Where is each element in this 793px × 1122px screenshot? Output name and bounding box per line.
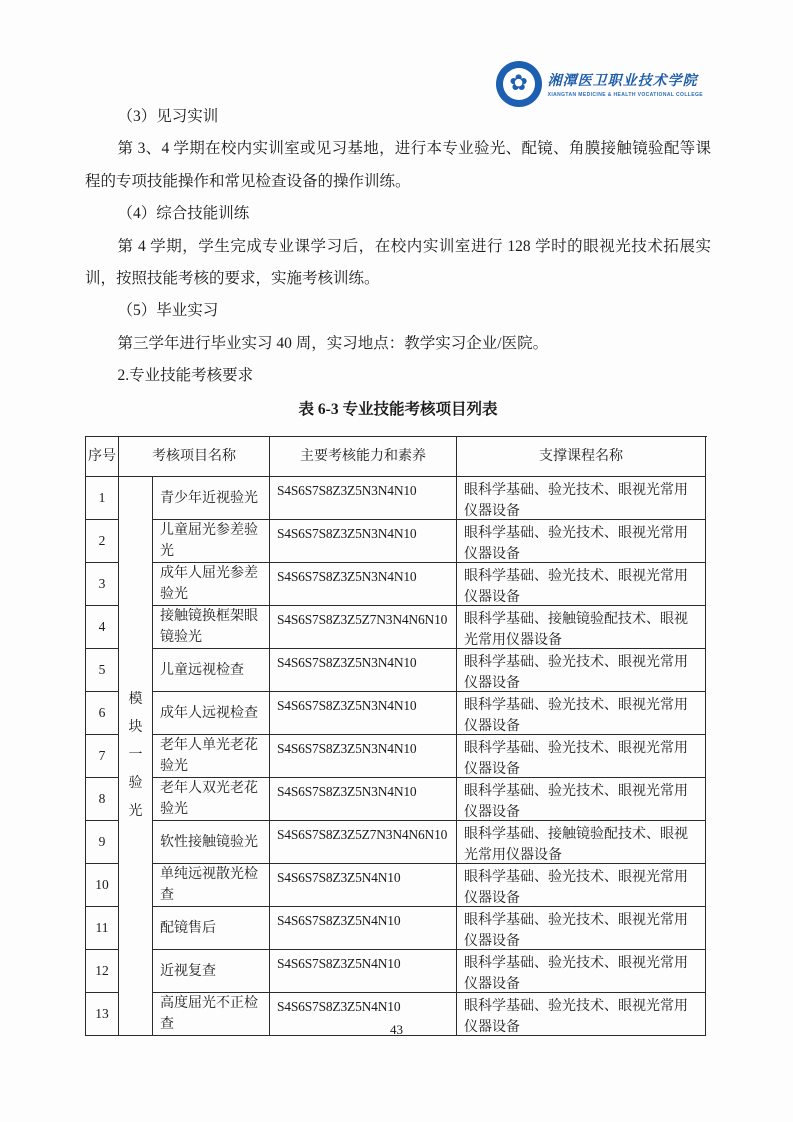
project-name-cell: 接触镜换框架眼镜验光 [153,606,270,649]
row-number-cell: 9 [86,821,119,864]
courses-cell: 眼科学基础、验光技术、眼视光常用仪器设备 [457,735,706,778]
column-header-ability: 主要考核能力和素养 [270,437,457,477]
row-number-cell: 8 [86,778,119,821]
body-paragraph: （5）毕业实习 [117,302,219,320]
body-paragraph: 第 3、4 学期在校内实训室或见习基地，进行本专业验光、配镜、角膜接触镜验配等课程的专项技能操作和常见检查设备的操作训练。 [85,140,711,190]
ability-code-cell: S4S6S7S8Z3Z5N3N4N10 [270,520,457,563]
module-label: 模块一验光 [128,692,143,820]
ability-code-cell: S4S6S7S8Z3Z5N3N4N10 [270,778,457,821]
row-number-cell: 6 [86,692,119,735]
row-number-cell: 5 [86,649,119,692]
project-name-cell: 成年人屈光参差验光 [153,563,270,606]
project-name-cell: 配镜售后 [153,907,270,950]
skill-assessment-table [85,436,707,1036]
body-paragraph: 第 4 学期，学生完成专业课学习后，在校内实训室进行 128 学时的眼视光技术拓展实训，按照技能考核的要求，实施考核训练。 [85,237,711,288]
row-number-cell: 7 [86,735,119,778]
project-name-cell: 成年人远视检查 [153,692,270,735]
project-name-cell: 老年人双光老花验光 [153,778,270,821]
table-caption: 表 6-3 专业技能考核项目列表 [298,400,498,418]
body-paragraph: （4）综合技能训练 [117,205,250,223]
document-body [85,101,711,1036]
row-number-cell: 2 [86,520,119,563]
ability-code-cell: S4S6S7S8Z3Z5N3N4N10 [270,649,457,692]
row-number-cell: 11 [86,907,119,950]
courses-cell: 眼科学基础、验光技术、眼视光常用仪器设备 [457,778,706,821]
row-number-cell: 10 [86,864,119,907]
body-paragraph: 2.专业技能考核要求 [117,367,254,385]
body-paragraph: （3）见习实训 [117,108,219,125]
college-name-block [548,70,703,98]
paragraph-list [85,101,711,393]
courses-cell: 眼科学基础、验光技术、眼视光常用仪器设备 [457,950,706,993]
ability-code-cell: S4S6S7S8Z3Z5N3N4N10 [270,735,457,778]
courses-cell: 眼科学基础、验光技术、眼视光常用仪器设备 [457,477,706,520]
courses-cell: 眼科学基础、验光技术、眼视光常用仪器设备 [457,692,706,735]
courses-cell: 眼科学基础、接触镜验配技术、眼视光常用仪器设备 [457,821,706,864]
ability-code-cell: S4S6S7S8Z3Z5N4N10 [270,950,457,993]
row-number-cell: 12 [86,950,119,993]
courses-cell: 眼科学基础、验光技术、眼视光常用仪器设备 [457,649,706,692]
ability-code-cell: S4S6S7S8Z3Z5N4N10 [270,864,457,907]
project-name-cell: 青少年近视验光 [153,477,270,520]
project-name-cell: 单纯远视散光检查 [153,864,270,907]
courses-cell: 眼科学基础、验光技术、眼视光常用仪器设备 [457,993,706,1036]
project-name-cell: 高度屈光不正检查 [153,993,270,1036]
body-paragraph: 第三学年进行毕业实习 40 周，实习地点：教学实习企业/医院。 [117,334,549,352]
row-number-cell: 1 [86,477,119,520]
courses-cell: 眼科学基础、验光技术、眼视光常用仪器设备 [457,864,706,907]
project-name-cell: 老年人单光老花验光 [153,735,270,778]
column-header-no: 序号 [86,437,119,477]
college-name-cn: 湘潭医卫职业技术学院 [547,74,698,89]
column-header-courses: 支撑课程名称 [457,437,706,477]
courses-cell: 眼科学基础、验光技术、眼视光常用仪器设备 [457,907,706,950]
courses-cell: 眼科学基础、验光技术、眼视光常用仪器设备 [457,520,706,563]
project-name-cell: 近视复查 [153,950,270,993]
ability-code-cell: S4S6S7S8Z3Z5N3N4N10 [270,563,457,606]
ability-code-cell: S4S6S7S8Z3Z5N4N10 [270,993,457,1036]
column-header-project: 考核项目名称 [119,437,270,477]
courses-cell: 眼科学基础、验光技术、眼视光常用仪器设备 [457,563,706,606]
project-name-cell: 软性接触镜验光 [153,821,270,864]
ability-code-cell: S4S6S7S8Z3Z5N4N10 [270,907,457,950]
ability-code-cell: S4S6S7S8Z3Z5Z7N3N4N6N10 [270,821,457,864]
row-number-cell: 13 [86,993,119,1036]
ability-code-cell: S4S6S7S8Z3Z5Z7N3N4N6N10 [270,606,457,649]
emblem-ring [503,68,535,100]
emblem-flower-icon: ✿ [509,70,528,95]
ability-code-cell: S4S6S7S8Z3Z5N3N4N10 [270,692,457,735]
college-name-en: XIANGTAN MEDICINE & HEALTH VOCATIONAL COLLEGE [547,92,703,98]
row-number-cell: 4 [86,606,119,649]
ability-code-cell: S4S6S7S8Z3Z5N3N4N10 [270,477,457,520]
project-name-cell: 儿童远视检查 [153,649,270,692]
page-number: 43 [390,1022,403,1037]
row-number-cell: 3 [86,563,119,606]
module-merged-cell [119,477,153,1036]
project-name-cell: 儿童屈光参差验光 [153,520,270,563]
courses-cell: 眼科学基础、接触镜验配技术、眼视光常用仪器设备 [457,606,706,649]
